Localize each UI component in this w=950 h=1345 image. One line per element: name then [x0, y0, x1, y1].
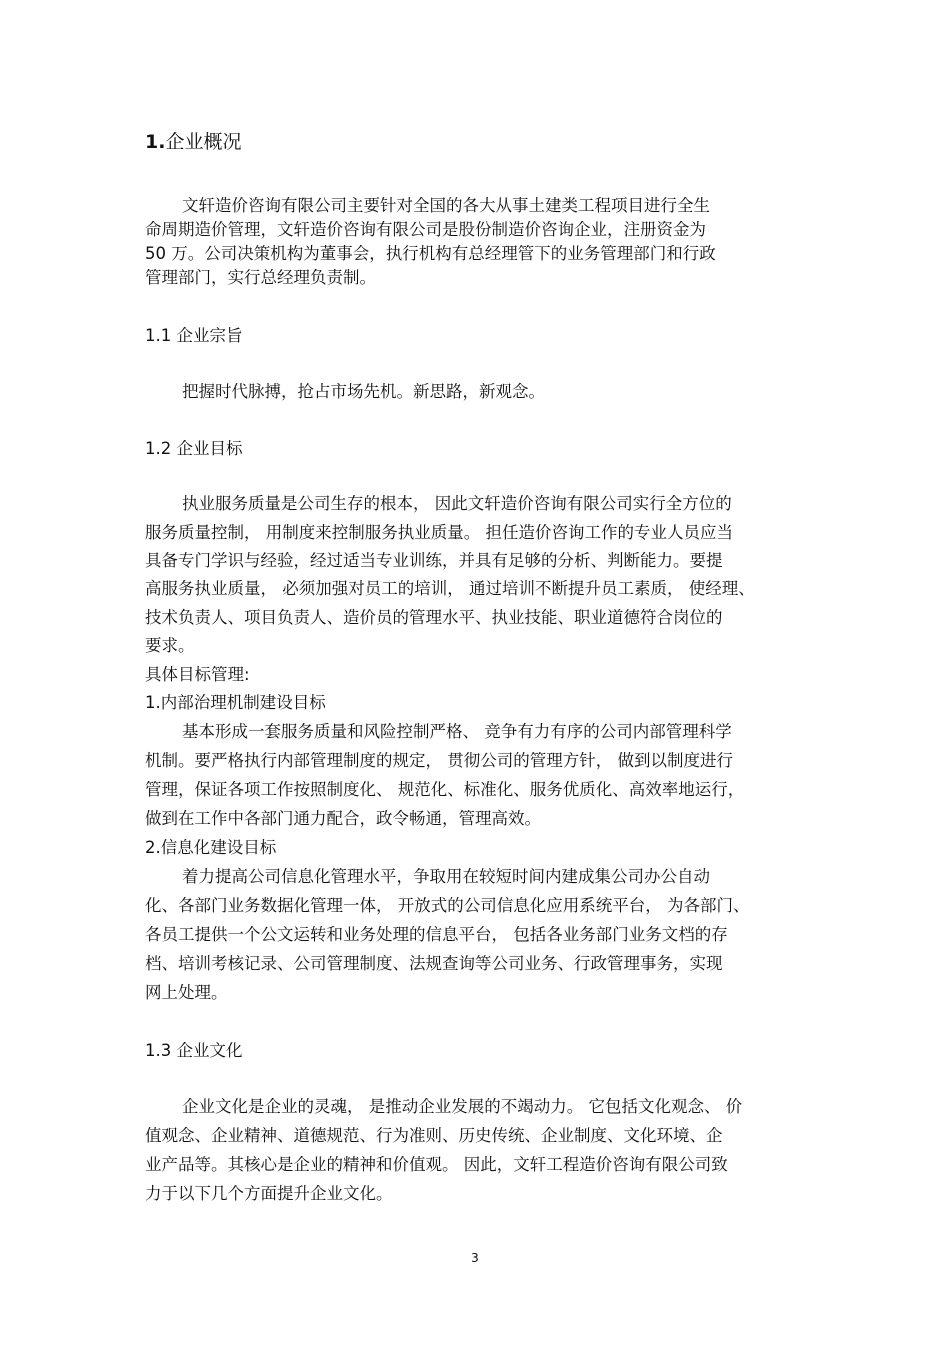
subsection-title-1-2: 1.2 企业目标 — [145, 439, 243, 458]
goal-item-1-title: 1.内部治理机制建设目标 — [145, 693, 326, 712]
overview-line-3: 50 万。公司决策机构为董事会，执行机构有总经理管下的业务管理部门和行政 — [145, 244, 716, 263]
subsection-title-1-3: 1.3 企业文化 — [145, 1041, 243, 1060]
overview-line-2: 命周期造价管理，文轩造价咨询有限公司是股份制造价咨询企业，注册资金为 — [145, 220, 706, 239]
goal-item-1-line-1: 基本形成一套服务质量和风险控制严格、 竞争有力有序的公司内部管理科学 — [182, 722, 732, 741]
goal-item-2-line-4: 档、培训考核记录、公司管理制度、法规查询等公司业务、行政管理事务，实现 — [145, 954, 723, 973]
goal-item-1-line-4: 做到在工作中各部门通力配合，政令畅通，管理高效。 — [145, 809, 541, 828]
section-heading-1 — [145, 131, 241, 153]
page-number: 3 — [471, 1251, 479, 1265]
goals-line-2: 服务质量控制， 用制度来控制服务执业质量。 担任造价咨询工作的专业人员应当 — [145, 523, 733, 542]
goal-item-1-line-2: 机制。要严格执行内部管理制度的规定， 贯彻公司的管理方针， 做到以制度进行 — [145, 751, 733, 770]
goals-line-6: 要求。 — [145, 636, 195, 655]
section-heading-title: 企业概况 — [165, 131, 242, 153]
goals-line-4: 高服务执业质量， 必须加强对员工的培训， 通过培训不断提升员工素质， 使经理、 — [145, 579, 755, 598]
subsection-title-1-1: 1.1 企业宗旨 — [145, 326, 243, 345]
goal-item-2-line-3: 各员工提供一个公文运转和业务处理的信息平台， 包括各业务部门业务文档的存 — [145, 925, 728, 944]
goals-line-5: 技术负责人、项目负责人、造价员的管理水平、执业技能、职业道德符合岗位的 — [145, 608, 723, 627]
overview-line-4: 管理部门，实行总经理负责制。 — [145, 268, 376, 287]
goal-item-2-title: 2.信息化建设目标 — [145, 838, 277, 857]
specific-goals-label: 具体目标管理: — [145, 665, 250, 684]
culture-line-1: 企业文化是企业的灵魂， 是推动企业发展的不竭动力。 它包括文化观念、 价 — [182, 1097, 743, 1116]
mission-text: 把握时代脉搏，抢占市场先机。新思路，新观念。 — [182, 382, 545, 401]
section-heading-number: 1. — [145, 131, 166, 153]
culture-line-4: 力于以下几个方面提升企业文化。 — [145, 1184, 393, 1203]
overview-line-1: 文轩造价咨询有限公司主要针对全国的各大从事土建类工程项目进行全生 — [182, 196, 710, 215]
goals-line-3: 具备专门学识与经验，经过适当专业训练，并具有足够的分析、判断能力。要提 — [145, 551, 723, 570]
goal-item-1-line-3: 管理，保证各项工作按照制度化、 规范化、标准化、服务优质化、高效率地运行， — [145, 780, 745, 799]
goal-item-2-line-5: 网上处理。 — [145, 983, 228, 1002]
goals-line-1: 执业服务质量是公司生存的根本， 因此文轩造价咨询有限公司实行全方位的 — [182, 494, 732, 513]
goal-item-2-line-2: 化、各部门业务数据化管理一体， 开放式的公司信息化应用系统平台， 为各部门、 — [145, 896, 750, 915]
culture-line-3: 业产品等。其核心是企业的精神和价值观。 因此，文轩工程造价咨询有限公司致 — [145, 1155, 728, 1174]
goal-item-2-line-1: 着力提高公司信息化管理水平，争取用在较短时间内建成集公司办公自动 — [182, 867, 710, 886]
culture-line-2: 值观念、企业精神、道德规范、行为准则、历史传统、企业制度、文化环境、企 — [145, 1126, 723, 1145]
